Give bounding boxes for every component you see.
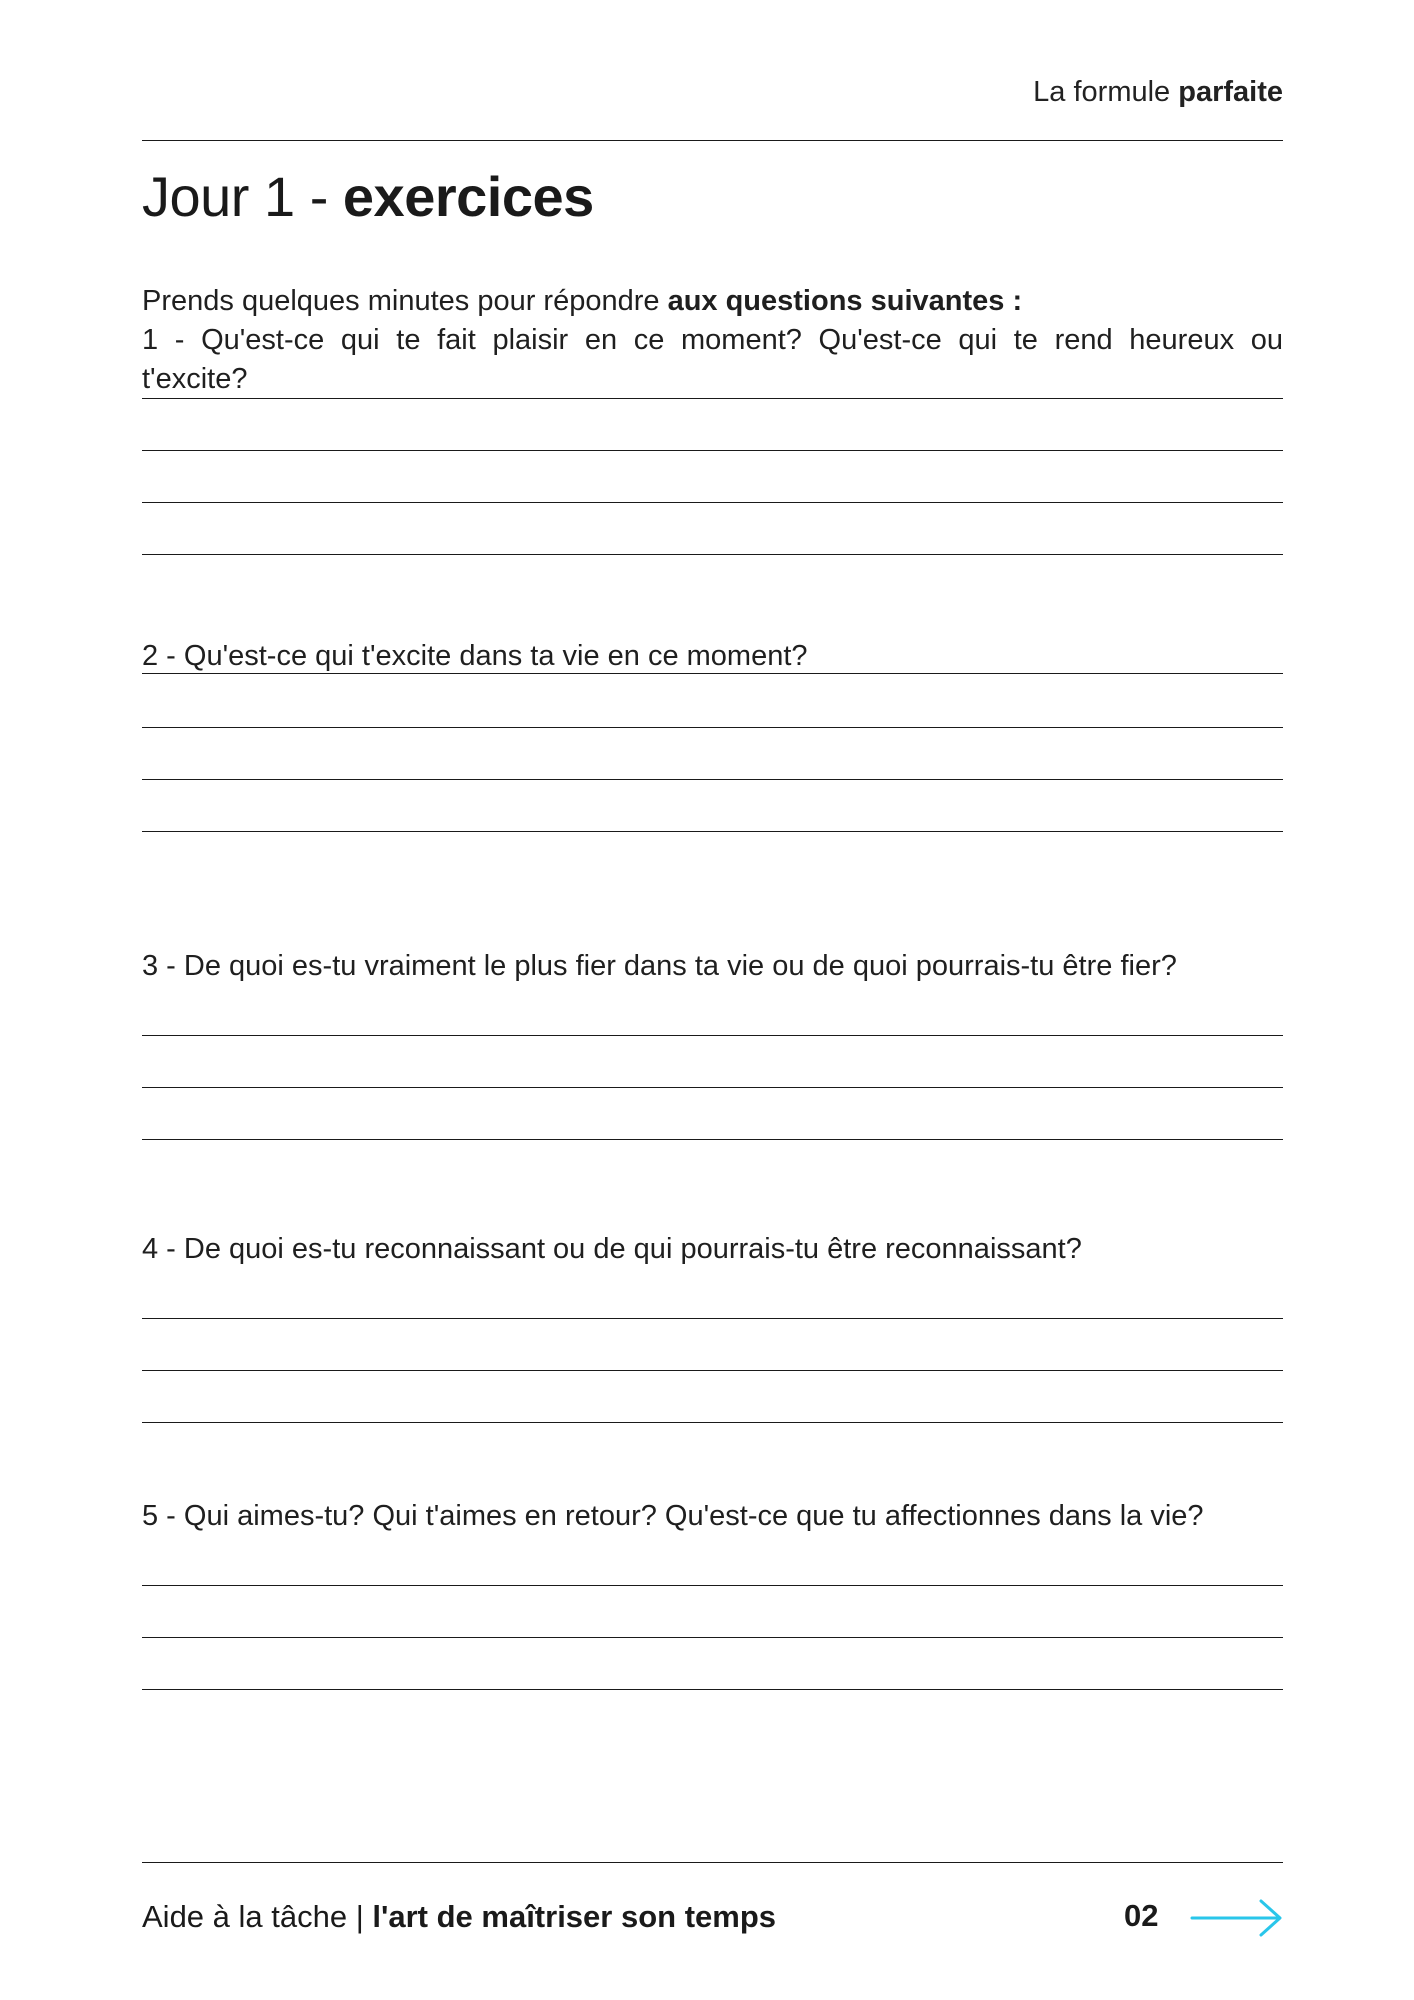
header-title [1033, 76, 1283, 109]
answer-line[interactable] [142, 727, 1283, 728]
footer-text-light: Aide à la tâche | [142, 1899, 373, 1934]
answer-line[interactable] [142, 1689, 1283, 1690]
footer-text [142, 1899, 776, 1935]
header-title-light: La formule [1033, 76, 1179, 108]
answer-line[interactable] [142, 1637, 1283, 1638]
page-heading-bold: exercices [342, 165, 594, 228]
answer-line[interactable] [142, 1318, 1283, 1319]
answer-line[interactable] [142, 1585, 1283, 1586]
answer-line[interactable] [142, 831, 1283, 832]
header-divider [142, 140, 1283, 141]
question-3: 3 - De quoi es-tu vraiment le plus fier dans ta vie ou de quoi pourrais-tu être fier? [142, 950, 1177, 982]
answer-line[interactable] [142, 1035, 1283, 1036]
answer-line[interactable] [142, 554, 1283, 555]
question-1-line-1: 1 - Qu'est-ce qui te fait plaisir en ce moment? Qu'est-ce qui te rend heureux ou [142, 324, 1283, 356]
footer-divider [142, 1862, 1283, 1863]
question-4: 4 - De quoi es-tu reconnaissant ou de qui pourrais-tu être reconnaissant? [142, 1233, 1082, 1265]
question-2: 2 - Qu'est-ce qui t'excite dans ta vie en ce moment? [142, 640, 808, 672]
answer-line[interactable] [142, 1139, 1283, 1140]
page-number: 02 [1124, 1898, 1159, 1933]
answer-line[interactable] [142, 398, 1283, 399]
answer-line[interactable] [142, 779, 1283, 780]
page-heading [142, 164, 594, 229]
answer-line[interactable] [142, 1422, 1283, 1423]
question-1-line-2: t'excite? [142, 363, 248, 395]
answer-line[interactable] [142, 1087, 1283, 1088]
answer-line[interactable] [142, 673, 1283, 674]
answer-line[interactable] [142, 1370, 1283, 1371]
header-title-bold: parfaite [1178, 76, 1283, 108]
intro-text-light: Prends quelques minutes pour répondre [142, 285, 668, 317]
footer-text-bold: l'art de maîtriser son temps [372, 1899, 776, 1934]
intro-text [142, 285, 1022, 318]
answer-line[interactable] [142, 502, 1283, 503]
intro-text-bold: aux questions suivantes : [667, 285, 1023, 317]
answer-line[interactable] [142, 450, 1283, 451]
next-arrow-icon[interactable] [1190, 1898, 1284, 1943]
page-heading-light: Jour 1 - [142, 165, 343, 228]
question-5: 5 - Qui aimes-tu? Qui t'aimes en retour? Qu'est-ce que tu affectionnes dans la vie? [142, 1500, 1204, 1532]
